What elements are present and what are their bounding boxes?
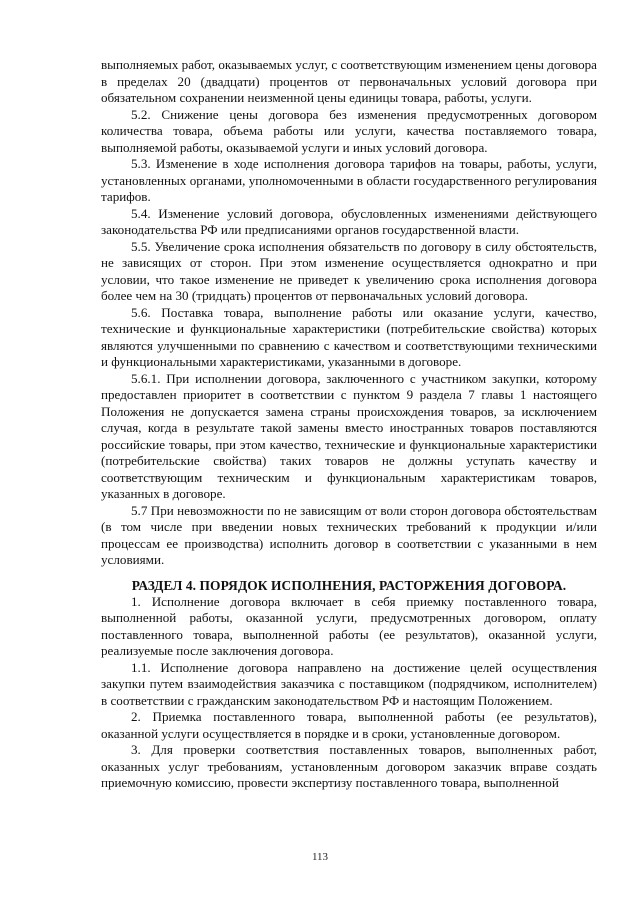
paragraph-5-7: 5.7 При невозможности по не зависящим от воли сторон договора обстоятельствам (в том числе при введении новых технических требований к продукции и/или процессам ее производства) исполнить договор в соответствии с указанными в нем условиями. (101, 502, 597, 567)
paragraph-1: 1. Исполнение договора включает в себя приемку поставленного товара, выполненной работы, оказанной услуги, предусмотренных договором, оплату поставленного товара, выполненной работы (ее результатов), оказанной услуги, реализуемые после заключения договора. (101, 593, 597, 658)
paragraph-2: 2. Приемка поставленного товара, выполненной работы (ее результатов), оказанной услуги осуществляется в порядке и в сроки, установленные договором. (101, 709, 597, 741)
paragraph-5-3: 5.3. Изменение в ходе исполнения договора тарифов на товары, работы, услуги, установленных органами, уполномоченными в области государственного регулирования тарифов. (101, 156, 597, 204)
paragraph-5-2: 5.2. Снижение цены договора без изменения предусмотренных договором количества товара, объема работы или услуги, качества поставляемого товара, выполняемой работы, оказываемой услуги и иных условий договора. (101, 106, 597, 155)
paragraph-5-5: 5.5. Увеличение срока исполнения обязательств по договору в силу обстоятельств, не зависящих от сторон. При этом изменение осуществляется однократно и при условии, что такое изменение не приведет к увеличению срока исполнения договора более чем на 30 (тридцать) процентов от первоначальных условий договора. (101, 238, 597, 303)
paragraph-5-6: 5.6. Поставка товара, выполнение работы или оказание услуги, качество, технические и функциональные характеристики (потребительские свойства) которых являются улучшенными по сравнению с качеством и соответствующими техническими и функциональными характеристиками, указанными в договоре. (101, 304, 597, 369)
document-page (101, 57, 597, 792)
paragraph-continuation: выполняемых работ, оказываемых услуг, с соответствующим изменением цены договора в пределах 20 (двадцати) процентов от первоначальных условий договора при обязательном сохранении неизменной цены единицы товара, работы, услуги. (101, 57, 597, 105)
paragraph-5-4: 5.4. Изменение условий договора, обусловленных изменениями действующего законодательства РФ или предписаниями органов государственной власти. (101, 205, 597, 237)
paragraph-5-6-1: 5.6.1. При исполнении договора, заключенного с участником закупки, которому предоставлен приоритет в соответствии с пунктом 9 раздела 7 главы 1 настоящего Положения не допускается замена страны происхождения товаров, за исключением случая, когда в результате такой замены вместо иностранных товаров поставляются российские товары, при этом качество, технические и функциональные характеристики (потребительские свойства) таких товаров не должны уступать качеству и соответствующим техническим и функциональным характеристикам товаров, указанных в договоре. (101, 370, 597, 501)
paragraph-1-1: 1.1. Исполнение договора направлено на достижение целей осуществления закупки путем взаимодействия заказчика с поставщиком (подрядчиком, исполнителем) в соответствии с гражданским законодательством РФ и настоящим Положением. (101, 659, 597, 708)
page-number: 113 (311, 851, 329, 863)
paragraph-3: 3. Для проверки соответствия поставленных товаров, выполненных работ, оказанных услуг требованиям, установленным договором заказчик вправе создать приемочную комиссию, провести экспертизу поставленного товара, выполненной (101, 742, 597, 790)
section-heading: РАЗДЕЛ 4. ПОРЯДОК ИСПОЛНЕНИЯ, РАСТОРЖЕНИЯ ДОГОВОРА. (131, 577, 567, 593)
